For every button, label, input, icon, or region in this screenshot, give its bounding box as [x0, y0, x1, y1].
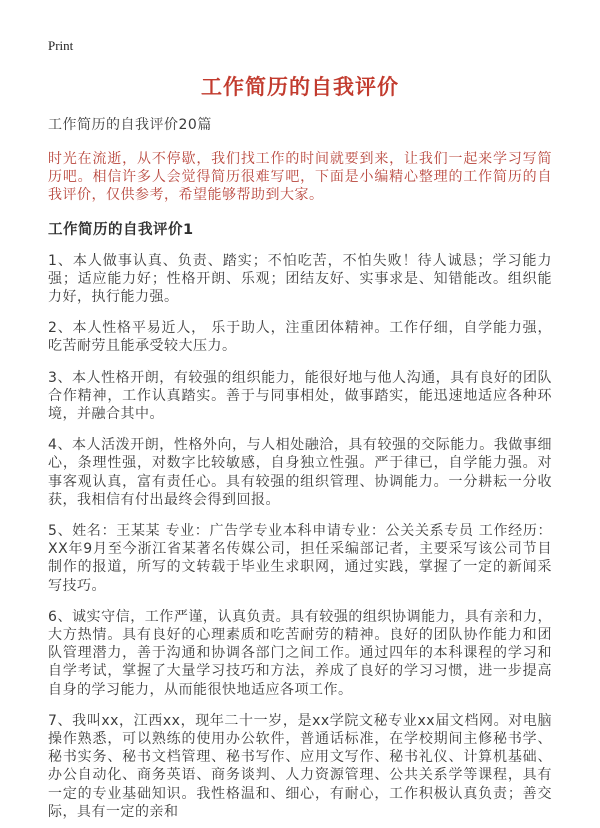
section-heading-1: 工作简历的自我评价1 — [48, 221, 194, 238]
paragraph-3: 3、本人性格开朗，有较强的组织能力，能很好地与他人沟通，具有良好的团队合作精神，工作认真踏实。善于与同事相处，做事踏实，能迅速地适应各种环境，并融合其中。 — [48, 369, 552, 423]
intro-paragraph: 时光在流逝，从不停歇，我们找工作的时间就要到来，让我们一起来学习写简历吧。相信许多人会觉得简历很难写吧，下面是小编精心整理的工作简历的自我评价，仅供参考，希望能够帮助到大家。 — [48, 151, 552, 204]
paragraph-4: 4、本人活泼开朗，性格外向，与人相处融洽，具有较强的交际能力。我做事细心，条理性强，对数字比较敏感，自身独立性强。严于律已，自学能力强。对事客观认真，富有责任心。具有较强的组织管理、协调能力。一分耕耘一分收获，我相信有付出最终会得到回报。 — [48, 437, 552, 508]
paragraph-7: 7、我叫xx，江西xx，现年二十一岁，是xx学院文秘专业xx届文档网。对电脑操作熟悉，可以熟练的使用办公软件，普通话标准，在学校期间主修秘书学、秘书实务、秘书文档管理、秘书写作、应用文写作、秘书礼仪、计算机基础、办公自动化、商务英语、商务谈判、人力资源管理、公共关系学等课程，具有一定的专业基础知识。我性格温和、细心，有耐心，工作积极认真负责；善交际，具有一定的亲和 — [48, 712, 552, 820]
paragraph-5: 5、姓名：王某某 专业：广告学专业本科申请专业：公关关系专员 工作经历：XX年9月至今浙江省某著名传媒公司，担任采编部记者，主要采写该公司节目制作的报道，所写的文转载于毕业生求职网，通过实践，掌握了一定的新闻采写技巧。 — [48, 523, 552, 594]
page-title: 工作简历的自我评价 — [201, 75, 399, 99]
print-button[interactable]: Print — [48, 38, 74, 53]
paragraph-6: 6、诚实守信，工作严谨，认真负责。具有较强的组织协调能力，具有亲和力，大方热情。具有良好的心理素质和吃苦耐劳的精神。良好的团队协作能力和团队管理潜力，善于沟通和协调各部门之间工作。通过四年的本科课程的学习和自学考试，掌握了大量学习技巧和方法，养成了良好的学习习惯，进一步提高自身的学习能力，从而能很快地适应各项工作。 — [48, 608, 552, 698]
paragraph-2: 2、本人性格平易近人， 乐于助人，注重团体精神。工作仔细，自学能力强，吃苦耐劳且能承受较大压力。 — [48, 320, 552, 355]
paragraph-1: 1、本人做事认真、负责、踏实；不怕吃苦，不怕失败！待人诚恳；学习能力强；适应能力好；性格开朗、乐观；团结友好、实事求是、知错能改。组织能力好，执行能力强。 — [48, 252, 552, 306]
doc-subtitle: 工作简历的自我评价20篇 — [48, 117, 212, 133]
